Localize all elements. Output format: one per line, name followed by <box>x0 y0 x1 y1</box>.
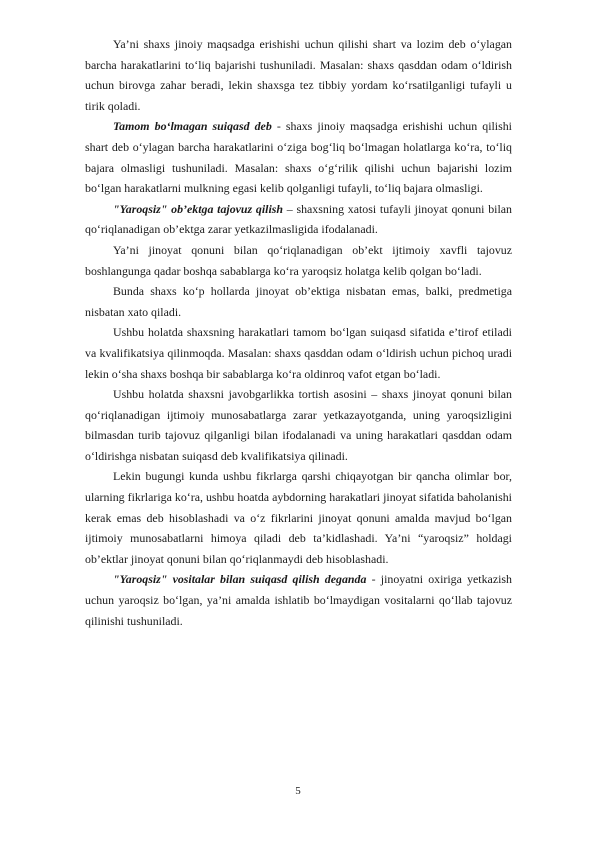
paragraph-7-text: Ushbu holatda shaxsni javobgarlikka tortish asosini – shaxs jinoyat qonuni bilan qo‘riqlanadigan ijtimoiy munosabatlarga zarar yetkazayotganda, uning yaroqsizligini bilmasdan turib tajovuz qilganligi bilan ifodalanadi va uning harakatlari qasddan odam o‘ldirishga nisbatan suiqasd deb kvalifikatsiya qilinadi. <box>85 387 512 463</box>
paragraph-4 <box>85 240 512 281</box>
paragraph-5 <box>85 281 512 322</box>
paragraph-3-text: – shaxsning xatosi tufayli jinoyat qonuni bilan qo‘riqlanadigan ob’ektga zarar yetkazilmasligida ifodalanadi. <box>85 201 512 237</box>
paragraph-9-term: "Yaroqsiz" vositalar bilan suiqasd qilish deganda <box>113 572 367 587</box>
paragraph-4-text: Ya’ni jinoyat qonuni bilan qo‘riqlanadigan ob’ekt ijtimoiy xavfli tajovuz boshlangunga qadar boshqa sabablarga ko‘ra yaroqsiz holatga kelib qolgan bo‘ladi. <box>85 242 512 278</box>
document-body <box>85 34 512 631</box>
paragraph-5-text: Bunda shaxs ko‘p hollarda jinoyat ob’ektiga nisbatan emas, balki, predmetiga nisbatan xato qiladi. <box>85 284 512 319</box>
paragraph-6 <box>85 322 512 384</box>
page-number: 5 <box>295 785 301 797</box>
paragraph-1 <box>85 34 512 116</box>
paragraph-2 <box>85 116 512 198</box>
paragraph-2-text: - shaxs jinoiy maqsadga erishishi uchun qilishi shart deb o‘ylagan barcha harakatlarini o‘ziga bog‘liq bo‘lmagan holatlarga ko‘ra, to‘liq bajara olmasligi tushuniladi. Masalan: shaxs o‘g‘rilik qilishi uchun bajarishi lozim bo‘lgan harakatlarni mulkning egasi kelib qolganligi tufayli, to‘liq bajara olmasligi. <box>85 119 512 196</box>
paragraph-9 <box>85 569 512 631</box>
paragraph-8-text: Lekin bugungi kunda ushbu fikrlarga qarshi chiqayotgan bir qancha olimlar bor, ularning fikrlariga ko‘ra, ushbu hoatda aybdorning harakatlari jinoyat sifatida baholanishi kerak emas deb hisoblashadi va o‘z fikrlarini jinoyat qonuni amalda mavjud bo‘lgan ijtimoiy munosabatlarni himoya qiladi deb ta’kidlashadi. Ya’ni “yaroqsiz” holdagi ob’ektlar jinoyat qonuni bilan qo‘riqlanmaydi deb hisoblashadi. <box>85 469 512 566</box>
paragraph-1-text: Ya’ni shaxs jinoiy maqsadga erishishi uchun qilishi shart va lozim deb o‘ylagan barcha harakatlarini to‘liq bajarishi tushuniladi. Masalan: shaxs qasddan odam o‘ldirish uchun birovga zahar beradi, lekin shaxsga tez tibbiy yordam ko‘rsatilganligi tufayli u tirik qoladi. <box>85 37 512 113</box>
paragraph-9-text: - jinoyatni oxiriga yetkazish uchun yaroqsiz bo‘lgan, ya’ni amalda ishlatib bo‘lmaydigan vositalarni qo‘llab tajovuz qilinishi tushuniladi. <box>85 572 512 628</box>
paragraph-6-text: Ushbu holatda shaxsning harakatlari tamom bo‘lgan suiqasd sifatida e’tirof etiladi va kvalifikatsiya qilinmoqda. Masalan: shaxs qasddan odam o‘ldirish uchun pichoq uradi lekin o‘sha shaxs boshqa bir sabablarga ko‘ra oldinroq vafot etgan bo‘ladi. <box>85 325 512 381</box>
paragraph-3-term: "Yaroqsiz" ob’ektga tajovuz qilish <box>113 201 284 216</box>
paragraph-3 <box>85 199 512 240</box>
paragraph-2-term: Tamom bo‘lmagan suiqasd deb <box>113 119 272 134</box>
paragraph-8 <box>85 466 512 569</box>
paragraph-7 <box>85 384 512 466</box>
